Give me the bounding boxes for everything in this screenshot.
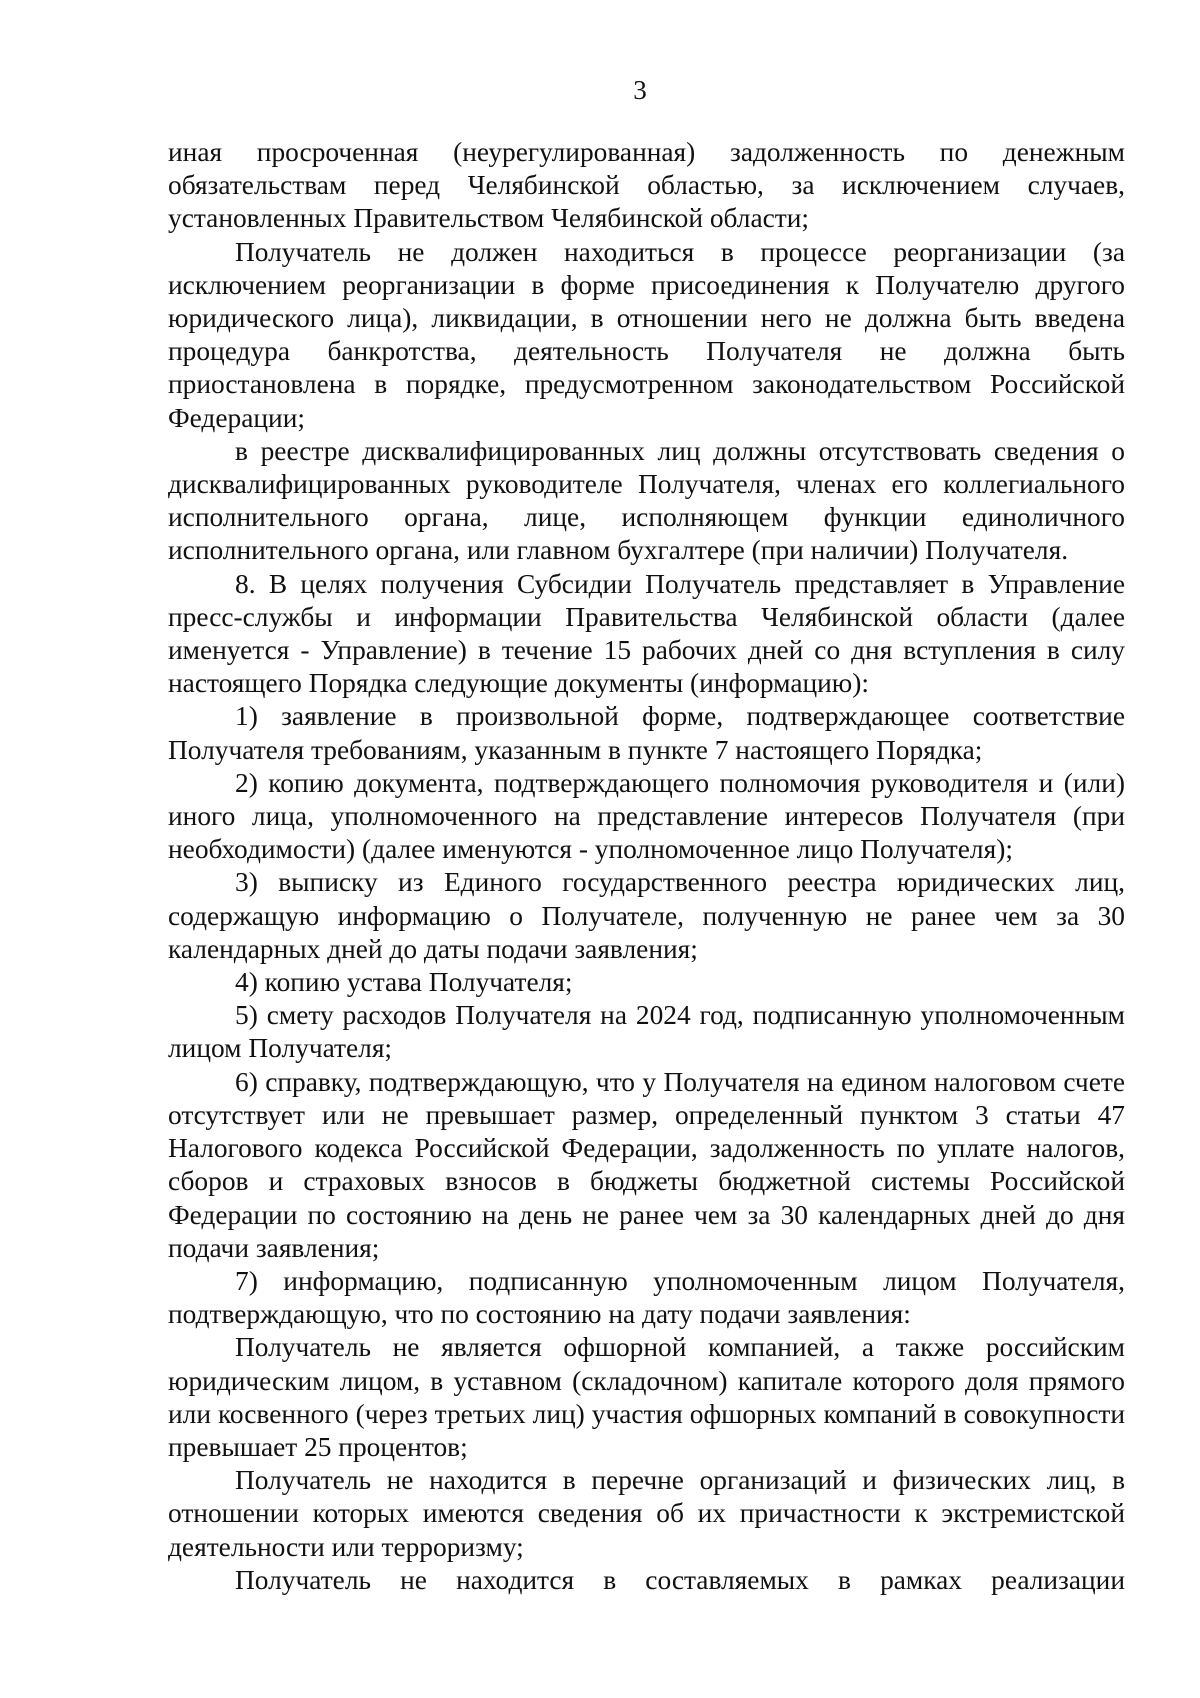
- list-item-5: 5) смету расходов Получателя на 2024 год, подписанную уполномоченным лицом Получателя;: [168, 1000, 1125, 1064]
- list-item-6: 6) справку, подтверждающую, что у Получателя на едином налоговом счете отсутствует или не превышает размер, определенный пунктом 3 статьи 47 Налогового кодекса Российской Федерации, задолженность по уплате налогов, сборов и страховых взносов в бюджеты бюджетной системы Российской Федерации по состоянию на день не ранее чем за 30 календарных дней до дня подачи заявления;: [168, 1066, 1125, 1263]
- list-item-7: 7) информацию, подписанную уполномоченным лицом Получателя, подтверждающую, что по состоянию на дату подачи заявления:: [168, 1265, 1125, 1330]
- list-item-1: 1) заявление в произвольной форме, подтверждающее соответствие Получателя требованиям, указанным в пункте 7 настоящего Порядка;: [168, 701, 1125, 765]
- list-item-4: 4) копию устава Получателя;: [235, 967, 573, 998]
- paragraph-item-8: 8. В целях получения Субсидии Получатель представляет в Управление пресс-службы и информации Правительства Челябинской области (далее именуется - Управление) в течение 15 рабочих дней со дня вступления в силу настоящего Порядка следующие документы (информацию):: [168, 568, 1125, 699]
- paragraph-debt-continuation: иная просроченная (неурегулированная) задолженность по денежным обязательствам перед Челябинской областью, за исключением случаев, установленных Правительством Челябинской области;: [168, 137, 1125, 234]
- page-number: 3: [633, 75, 647, 105]
- list-item-2: 2) копию документа, подтверждающего полномочия руководителя и (или) иного лица, уполномоченного на представление интересов Получателя (при необходимости) (далее именуются - уполномоченное лицо Получателя);: [168, 767, 1125, 865]
- paragraph-reorganization: Получатель не должен находиться в процессе реорганизации (за исключением реорганизации в форме присоединения к Получателю другого юридического лица), ликвидации, в отношении него не должна быть введена процедура банкротства, деятельность Получателя не должна быть приостановлена в порядке, предусмотренном законодательством Российской Федерации;: [168, 236, 1125, 433]
- list-item-3: 3) выписку из Единого государственного реестра юридических лиц, содержащую информацию о Получателе, полученную не ранее чем за 30 календарных дней до даты подачи заявления;: [168, 867, 1125, 964]
- paragraph-disqualified-registry: в реестре дисквалифицированных лиц должны отсутствовать сведения о дисквалифицированных руководителе Получателя, членах его коллегиального исполнительного органа, лице, исполняющем функции единоличного исполнительного органа, или главном бухгалтере (при наличии) Получателя.: [168, 435, 1125, 566]
- document-body: [168, 136, 1125, 1597]
- paragraph-offshore: Получатель не является офшорной компанией, а также российским юридическим лицом, в уставном (складочном) капитале которого доля прямого или косвенного (через третьих лиц) участия офшорных компаний в совокупности превышает 25 процентов;: [168, 1332, 1125, 1462]
- paragraph-lists-truncated: Получатель не находится в составляемых в рамках реализации: [235, 1564, 1125, 1595]
- paragraph-extremism: Получатель не находится в перечне организаций и физических лиц, в отношении которых имеются сведения об их причастности к экстремистской деятельности или терроризму;: [168, 1465, 1125, 1562]
